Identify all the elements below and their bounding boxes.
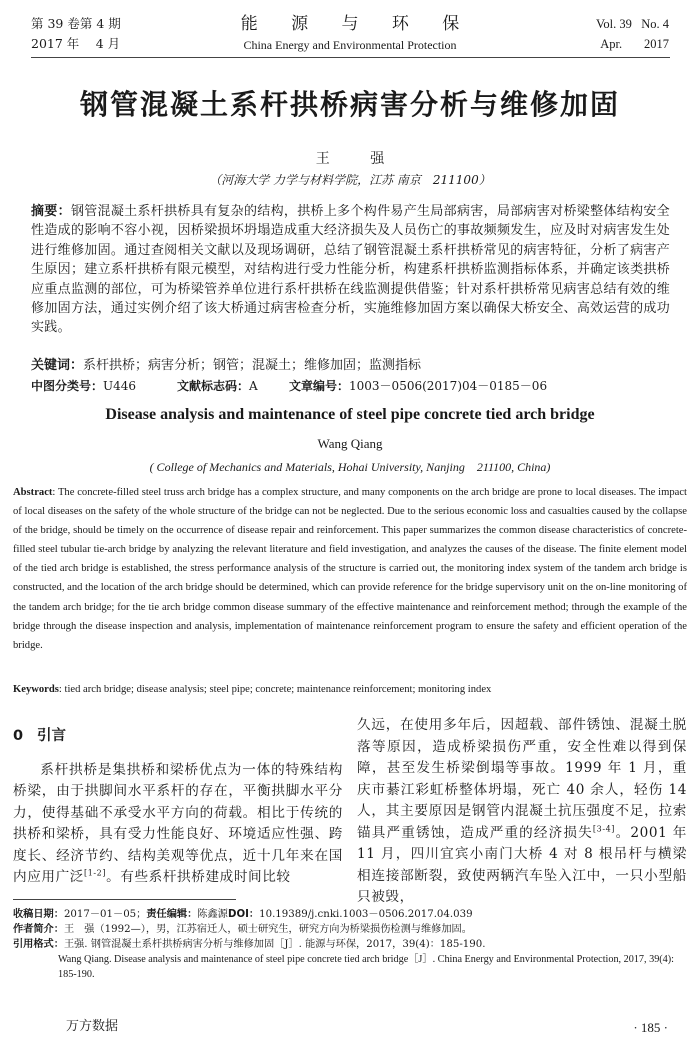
citation-cn: 王强. 钢管混凝土系杆拱桥病害分析与维修加固［J］. 能源与环保，2017，39(4)：185-190. — [63, 939, 486, 950]
keywords-en-text: : tied arch bridge; disease analysis; steel pipe; concrete; maintenance reinforcement; monitoring index — [58, 684, 492, 695]
paragraph — [357, 715, 687, 909]
keywords-cn — [31, 356, 670, 375]
editor-value: 陈鑫源 — [197, 909, 228, 920]
section-title: 引言 — [37, 728, 66, 744]
received-value: 2017－01－05； — [63, 909, 147, 920]
doc-code-label: 文献标志码： — [177, 379, 250, 393]
abstract-en-text: : The concrete-filled steel truss arch bridge has a complex structure, and many components on the arch bridge are prone to local diseases. The impact of local diseases on the safety of the whole structure of the bridge can not be neglected. Due to the serious economic loss and casualties caused by the collapse of the bridge, should be timely on the occurrence of disease repair and reinforcement. This paper summarizes the common disease characteristics of concrete-filled steel tubular tie-arch bridge by analyzing the relevant literature and field investigation, and analyzes the causes of the disease. The finite element model of the tied arch bridge is established, the stress performance analysis of the structure is carried out, the monitoring index system of the tandem arch bridge is constructed, and the location of the arch bridge should be determined, which can provide reference for the bridge supervisory unit on the on-line monitoring of the tandem arch bridge; for the tie arch bridge common disease summary of the effective maintenance and reinforcement method; through the example of the bridge through the disease inspection and analysis, implementation of maintenance reinforcement program to ensure the safety and efficient operation of the bridge. — [13, 487, 687, 651]
section-number: 0 — [13, 728, 24, 744]
journal-name-cn: 能 源 与 环 保 — [240, 14, 474, 34]
editor-label: 责任编辑： — [146, 909, 198, 920]
keywords-en — [13, 681, 687, 699]
paragraph-text: 。2001 年 11 月，四川宜宾小南门大桥 4 对 8 根吊杆与横梁相连接部断裂，致使两辆汽车坠入江中，一只小型船只被毁， — [357, 824, 687, 905]
article-no-value: 1003－0506(2017)04－0185－06 — [349, 379, 548, 393]
database-logo: 万方数据 — [66, 1019, 119, 1034]
paragraph-text: 久远，在使用多年后，因超载、部件锈蚀、混凝土脱落等原因，造成桥梁损伤严重，安全性难以得到保障，甚至发生桥梁倒塌等事故。1999 年 1 月，重庆市綦江彩虹桥整体坍塌，死亡 40 余人，轻伤 14 人，其主要原因是钢管内混凝土抗压强度不足，拉索锚具严重锈蚀，造成严重的经济损失 — [357, 717, 687, 841]
footnote-citation — [13, 937, 687, 982]
paragraph-text: 系杆拱桥是集拱桥和梁桥优点为一体的特殊结构桥梁，由于拱脚间水平系杆的存在，平衡拱脚水平分力，使得基础不承受水平方向的荷载。相比于传统的拱桥和梁桥，具有受力性能良好、环境适应性强、跨度长、经济节约、结构美观等优点，近十几年来在国内应用广泛 — [13, 761, 343, 885]
abstract-cn — [31, 202, 670, 338]
article-title-cn: 钢管混凝土系杆拱桥病害分析与维修加固 — [79, 88, 620, 121]
section-heading — [13, 726, 343, 748]
issue-en: No. 4 — [641, 17, 669, 31]
body-column-right — [357, 715, 687, 909]
abstract-cn-label: 摘要： — [31, 204, 71, 219]
date-cn: 2017 年 4 月 — [31, 36, 121, 51]
author-bio-value: 王 强（1992—），男，江苏宿迁人，硕士研究生，研究方向为桥梁损伤检测与维修加固。 — [63, 924, 472, 935]
affiliation-en: ( College of Mechanics and Materials, Hohai University, Nanjing 211100, China) — [149, 460, 551, 474]
citation-label: 引用格式： — [13, 939, 64, 950]
abstract-en — [13, 483, 687, 655]
paragraph — [13, 760, 343, 889]
footnote-author — [13, 922, 687, 937]
doc-code-value: A — [249, 379, 258, 393]
article-title-en: Disease analysis and maintenance of steel pipe concrete tied arch bridge — [105, 406, 595, 423]
journal-name-en: China Energy and Environmental Protection — [243, 38, 457, 52]
month-en: Apr. — [600, 37, 623, 51]
received-label: 收稿日期： — [13, 909, 64, 920]
header-divider — [31, 57, 670, 58]
author-name-en: Wang Qiang — [317, 436, 383, 451]
volume-issue-cn: 第 39 卷第 4 期 — [31, 16, 121, 31]
abstract-cn-text: 钢管混凝土系杆拱桥具有复杂的结构，拱桥上多个构件易产生局部病害，局部病害对桥梁整体结构安全性造成的影响不容小视，因桥梁损坏坍塌造成重大经济损失及人员伤亡的事故频频发生，应及时对病害发生处进行维修加固。通过查阅相关文献以及现场调研，总结了钢管混凝土系杆拱桥常见的病害特征，分析了病害产生原因；建立系杆拱桥有限元模型，对结构进行受力性能分析，构建系杆拱桥监测指标体系，并确定该类拱桥应重点监测的部位，可为桥梁管养单位进行系杆拱桥在线监测提供借鉴；针对系杆拱桥常见病害总结有效的维修加固方法，通过实例介绍了该大桥通过病害检查分析，实施维修加固方案以确保大桥安全、高效运营的成功实践。 — [31, 204, 670, 336]
affiliation-cn: （河海大学 力学与材料学院，江苏 南京 211100） — [209, 173, 491, 187]
footnote-divider — [13, 899, 236, 900]
author-bio-label: 作者简介： — [13, 924, 64, 935]
body-column-left — [13, 726, 343, 889]
running-header-right — [596, 14, 669, 54]
clc-label: 中图分类号： — [31, 379, 104, 393]
author-name-cn: 王 强 — [315, 151, 403, 167]
doi-label: DOI： — [228, 909, 260, 920]
keywords-cn-text: 系杆拱桥；病害分析；钢管；混凝土；维修加固；监测指标 — [83, 358, 422, 373]
doi-value: 10.19389/j.cnki.1003－0506.2017.04.039 — [259, 909, 473, 920]
keywords-cn-label: 关键词： — [31, 358, 84, 373]
keywords-en-label: Keywords — [13, 684, 59, 695]
citation-ref: [3-4] — [592, 823, 616, 833]
page-number: · 185 · — [633, 1020, 668, 1035]
citation-ref: [1-2] — [83, 868, 107, 878]
citation-en: Wang Qiang. Disease analysis and maintenance of steel pipe concrete tied arch bridge［J］. China Energy and Environmental Protection, 2017, 39(4): 185-190. — [58, 954, 674, 980]
article-no-label: 文章编号： — [289, 379, 350, 393]
footnote-received — [13, 907, 687, 922]
volume-en: Vol. 39 — [595, 17, 632, 31]
year-en: 2017 — [644, 37, 669, 51]
paragraph-text: 。有些系杆拱桥建成时间比较 — [106, 869, 291, 885]
abstract-en-label: Abstract — [13, 487, 53, 498]
clc-value: U446 — [103, 379, 137, 393]
